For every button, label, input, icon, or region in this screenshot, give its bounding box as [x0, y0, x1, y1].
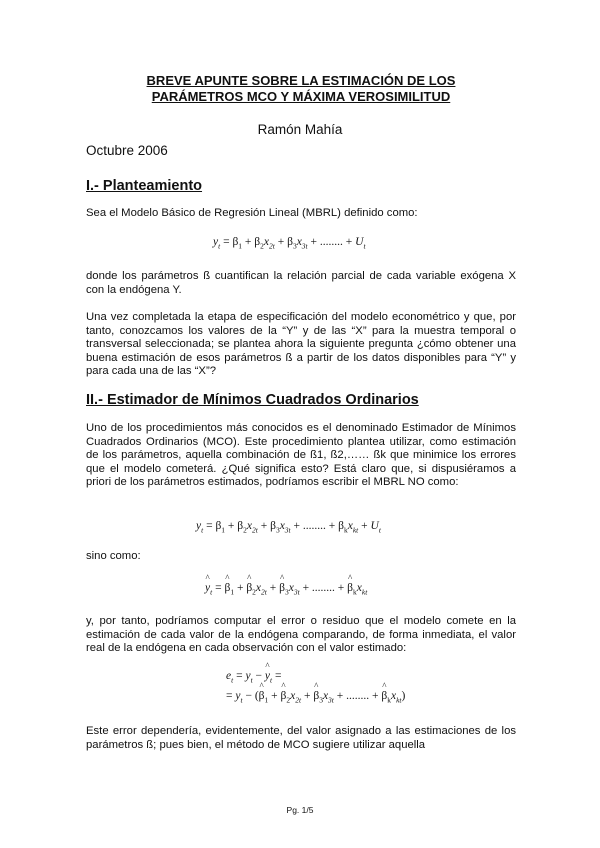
equation-estimated-model: ^ $y_t$ = ^ $\beta_1$ + ^ $\beta_2x_{2t}$ + ^ $\beta_3x_{3t}$ + ........ + ^ $\beta_kx_{kt}$ — [205, 582, 367, 596]
equation-residual-line-1: $e_t = y_t$ − ^ $y_t$ = — [226, 670, 281, 684]
section-2-paragraph-1: Uno de los procedimientos más conocidos es el denominado Estimador de Mínimos Cuadrados Ordinarios (MCO). Este procedimiento plantea utilizar, como estimación de los parámetros, aquella combinación de ß1, ß2,…… ßk que minimice los errores que el modelo cometerá. ¿Qué significa esto? Está claro que, si dispusiéramos a priori de los parámetros estimados, podríamos escribir el MBRL NO como: — [86, 422, 516, 488]
document-title — [86, 73, 516, 105]
page-number: Pg. 1/5 — [286, 805, 314, 815]
author: Ramón Mahía — [257, 122, 343, 137]
section-2-paragraph-2: sino como: — [86, 550, 141, 562]
section-1-heading: I.- Planteamiento — [86, 178, 203, 194]
equation-residual-line-2: = $y_t$ − (^ $\beta_1$ + ^ $\beta_2x_{2t}$ + ^ $\beta_3x_{3t}$ + ........ + ^ $\beta_kx_{kt}$) — [226, 690, 405, 704]
section-2-paragraph-4: Este error dependería, evidentemente, del valor asignado a las estimaciones de los parámetros ß; pues bien, el método de MCO sugiere utilizar aquella — [86, 725, 516, 751]
section-2-paragraph-3: y, por tanto, podríamos computar el error o residuo que el modelo comete en la estimación de cada valor de la endógena comparando, de forma inmediata, el valor real de la endógena en cada observación con el valor estimado: — [86, 615, 516, 654]
equation-mbrl: $y_t = \beta_1 + \beta_2x_{2t} + \beta_3x_{3t}$ + ........ + $U_t$ — [213, 236, 366, 251]
section-1-paragraph-1: Sea el Modelo Básico de Regresión Lineal (MBRL) definido como: — [86, 207, 418, 219]
title-line-2: PARÁMETROS MCO Y MÁXIMA VEROSIMILITUD — [151, 89, 451, 104]
title-line-1: BREVE APUNTE SOBRE LA ESTIMACIÓN DE LOS — [146, 73, 456, 88]
equation-true-model: $y_t = \beta_1 + \beta_2x_{2t} + \beta_3x_{3t}$ + ........ + $\beta_kx_{kt} + U_t$ — [196, 520, 381, 535]
date: Octubre 2006 — [86, 143, 168, 158]
section-2-heading: II.- Estimador de Mínimos Cuadrados Ordinarios — [86, 392, 419, 408]
section-1-paragraph-3: Una vez completada la etapa de especificación del modelo econométrico y que, por tanto, conozcamos los valores de la “Y” y de las “X” para la muestra temporal o transversal seleccionada; se plantea ahora la siguiente pregunta ¿cómo obtener una buena estimación de esos parámetros ß a partir de los datos disponibles para “Y” y para cada una de las “X”? — [86, 311, 516, 377]
section-1-paragraph-2: donde los parámetros ß cuantifican la relación parcial de cada variable exógena X con la endógena Y. — [86, 270, 516, 296]
